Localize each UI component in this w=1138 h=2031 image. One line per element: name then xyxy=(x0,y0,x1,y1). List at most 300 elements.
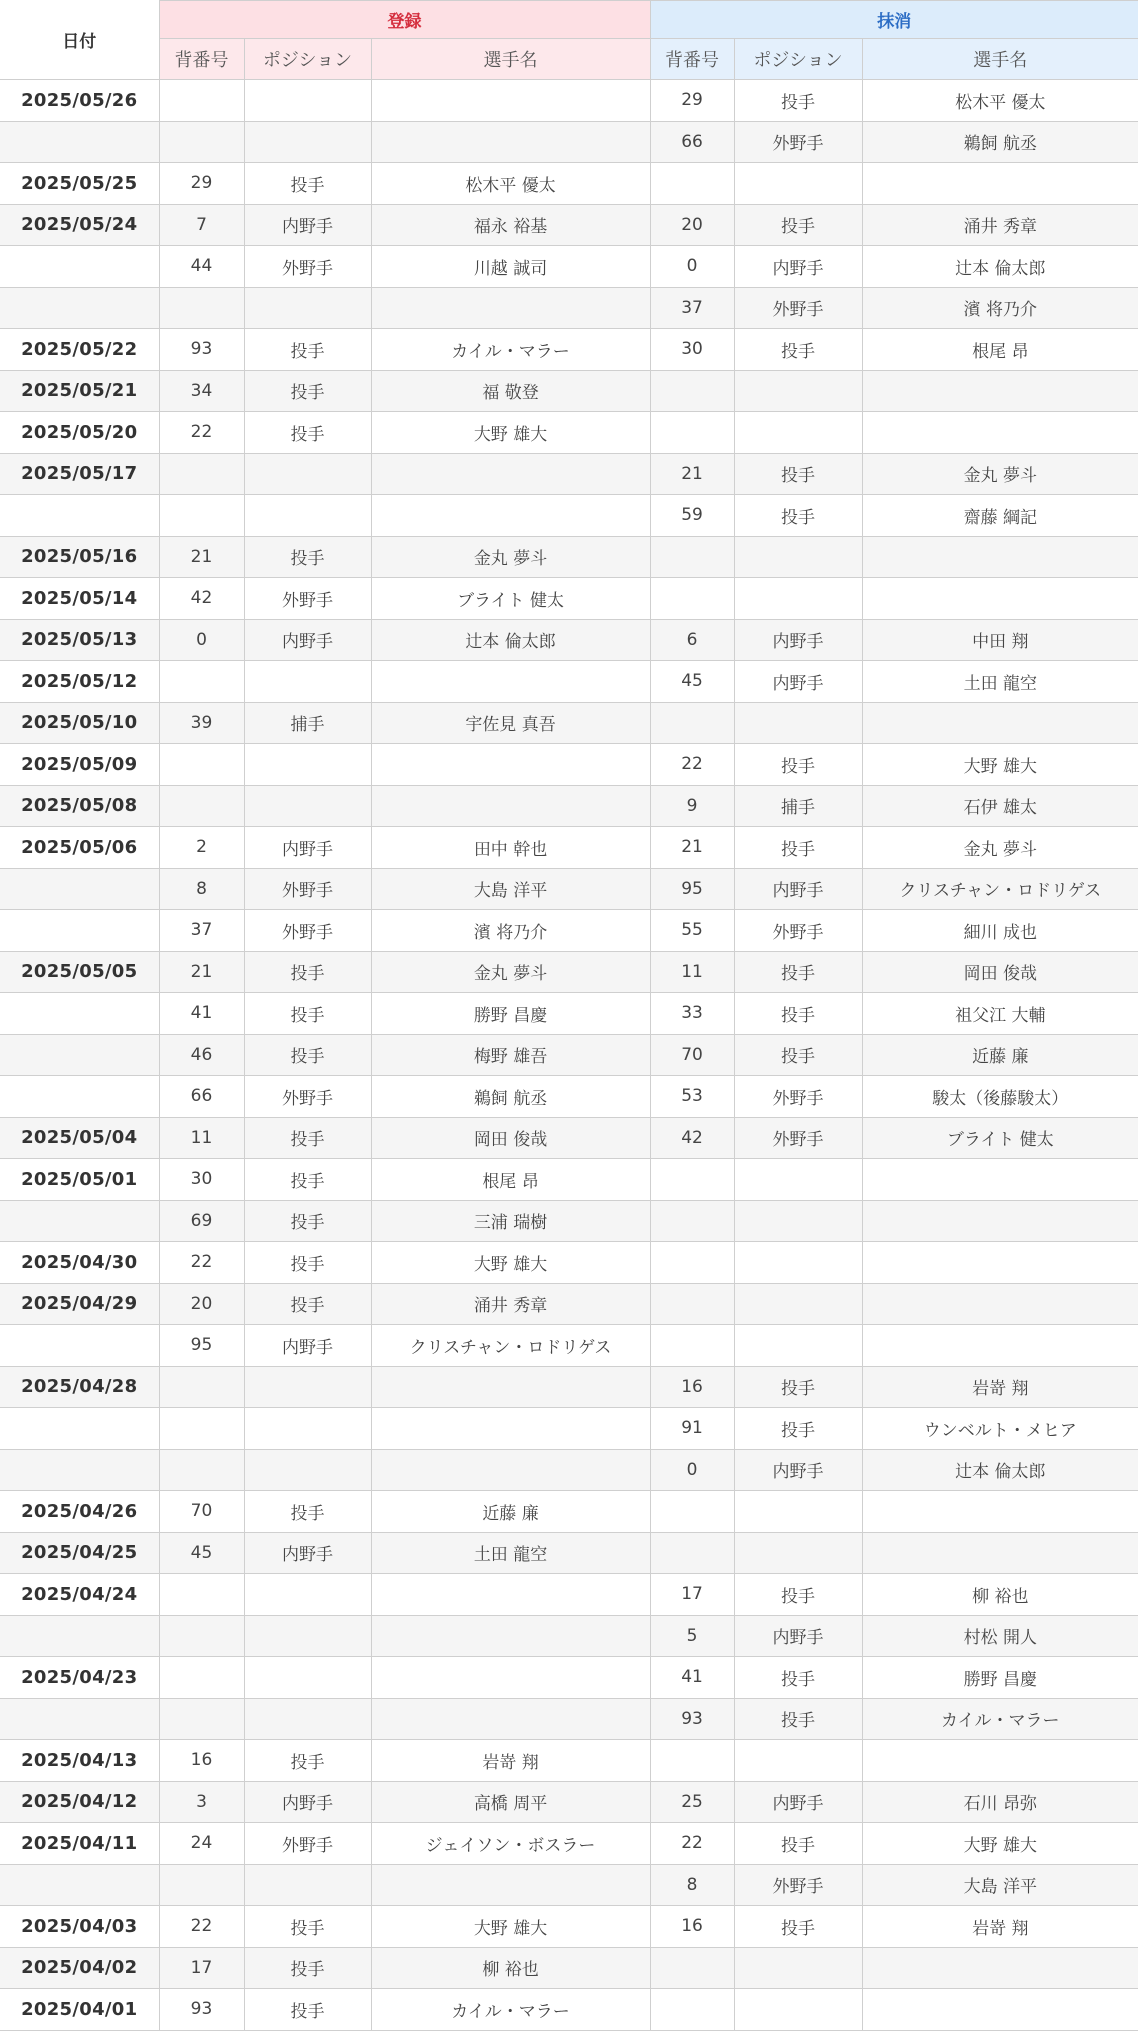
register-player-cell: 高橋 周平 xyxy=(371,1781,650,1823)
register-player-cell: 大野 雄大 xyxy=(371,412,650,454)
deregister-position-cell: 内野手 xyxy=(734,661,862,703)
deregister-player-cell: 辻本 倫太郎 xyxy=(862,1449,1138,1491)
register-player-cell xyxy=(371,121,650,163)
table-row xyxy=(0,1947,1138,1989)
table-row xyxy=(0,619,1138,661)
deregister-player-cell: 涌井 秀章 xyxy=(862,204,1138,246)
deregister-player-cell: 金丸 夢斗 xyxy=(862,453,1138,495)
deregister-position-cell xyxy=(734,1325,862,1367)
deregister-player-cell xyxy=(862,412,1138,454)
table-row xyxy=(0,453,1138,495)
deregister-player-cell: 石伊 雄太 xyxy=(862,785,1138,827)
deregister-number-cell xyxy=(650,1242,734,1284)
register-position-cell: 外野手 xyxy=(244,868,371,910)
date-cell xyxy=(0,1076,159,1118)
deregister-number-cell: 33 xyxy=(650,993,734,1035)
deregister-number-cell xyxy=(650,1325,734,1367)
register-player-cell: 根尾 昂 xyxy=(371,1159,650,1201)
date-cell: 2025/05/04 xyxy=(0,1117,159,1159)
deregister-number-cell: 25 xyxy=(650,1781,734,1823)
deregister-position-cell: 外野手 xyxy=(734,1117,862,1159)
register-position-cell xyxy=(244,744,371,786)
register-position-cell: 投手 xyxy=(244,412,371,454)
table-row xyxy=(0,1864,1138,1906)
date-cell: 2025/04/28 xyxy=(0,1366,159,1408)
deregister-number-cell: 45 xyxy=(650,661,734,703)
date-cell: 2025/04/13 xyxy=(0,1740,159,1782)
register-number-cell xyxy=(159,1449,244,1491)
deregister-player-cell: 勝野 昌慶 xyxy=(862,1657,1138,1699)
register-number-cell: 7 xyxy=(159,204,244,246)
date-cell: 2025/05/16 xyxy=(0,536,159,578)
table-row xyxy=(0,661,1138,703)
deregister-player-cell: 岩嵜 翔 xyxy=(862,1366,1138,1408)
deregister-number-cell: 66 xyxy=(650,121,734,163)
register-player-cell: 金丸 夢斗 xyxy=(371,951,650,993)
deregister-player-cell: 濱 将乃介 xyxy=(862,287,1138,329)
register-position-cell: 内野手 xyxy=(244,619,371,661)
register-position-cell: 投手 xyxy=(244,1200,371,1242)
deregister-number-cell xyxy=(650,702,734,744)
register-player-cell xyxy=(371,785,650,827)
deregister-number-cell xyxy=(650,1200,734,1242)
register-player-cell: ジェイソン・ボスラー xyxy=(371,1823,650,1865)
deregister-player-cell: 大野 雄大 xyxy=(862,1823,1138,1865)
deregister-position-cell xyxy=(734,702,862,744)
register-position-cell: 外野手 xyxy=(244,910,371,952)
deregister-player-cell xyxy=(862,1491,1138,1533)
register-number-cell xyxy=(159,1574,244,1616)
table-row xyxy=(0,1200,1138,1242)
register-number-cell: 16 xyxy=(159,1740,244,1782)
deregister-number-cell: 59 xyxy=(650,495,734,537)
date-cell xyxy=(0,287,159,329)
register-position-cell: 外野手 xyxy=(244,1076,371,1118)
register-number-cell: 30 xyxy=(159,1159,244,1201)
deregister-player-cell: 中田 翔 xyxy=(862,619,1138,661)
deregister-number-cell xyxy=(650,1532,734,1574)
deregister-player-cell: 村松 開人 xyxy=(862,1615,1138,1657)
date-cell: 2025/04/03 xyxy=(0,1906,159,1948)
deregister-player-cell xyxy=(862,1989,1138,2031)
deregister-number-cell: 55 xyxy=(650,910,734,952)
date-cell xyxy=(0,1408,159,1450)
table-row xyxy=(0,246,1138,288)
register-player-cell: 川越 誠司 xyxy=(371,246,650,288)
register-position-cell xyxy=(244,785,371,827)
deregister-player-cell xyxy=(862,370,1138,412)
register-number-cell xyxy=(159,1408,244,1450)
deregister-number-cell xyxy=(650,163,734,205)
table-row xyxy=(0,1242,1138,1284)
deregister-player-cell xyxy=(862,1283,1138,1325)
register-number-cell: 8 xyxy=(159,868,244,910)
table-row xyxy=(0,412,1138,454)
register-player-cell: 辻本 倫太郎 xyxy=(371,619,650,661)
register-position-cell: 内野手 xyxy=(244,1781,371,1823)
register-position-cell: 投手 xyxy=(244,1034,371,1076)
register-position-cell: 内野手 xyxy=(244,1532,371,1574)
register-number-cell: 22 xyxy=(159,1242,244,1284)
table-row xyxy=(0,1657,1138,1699)
register-player-cell: 宇佐見 真吾 xyxy=(371,702,650,744)
register-position-cell xyxy=(244,1615,371,1657)
register-position-cell xyxy=(244,1366,371,1408)
date-cell: 2025/05/05 xyxy=(0,951,159,993)
register-number-cell xyxy=(159,744,244,786)
deregister-number-cell: 11 xyxy=(650,951,734,993)
deregister-number-cell: 16 xyxy=(650,1906,734,1948)
register-position-cell: 外野手 xyxy=(244,246,371,288)
deregister-number-cell xyxy=(650,1283,734,1325)
deregister-number-cell xyxy=(650,536,734,578)
register-position-cell xyxy=(244,1408,371,1450)
register-player-cell: 大野 雄大 xyxy=(371,1242,650,1284)
register-number-cell xyxy=(159,453,244,495)
deregister-position-cell xyxy=(734,1491,862,1533)
deregister-player-cell: 近藤 廉 xyxy=(862,1034,1138,1076)
deregister-player-cell: 土田 龍空 xyxy=(862,661,1138,703)
table-row xyxy=(0,1449,1138,1491)
date-cell: 2025/05/25 xyxy=(0,163,159,205)
register-position-cell: 投手 xyxy=(244,1947,371,1989)
register-position-cell: 外野手 xyxy=(244,578,371,620)
register-player-cell: ブライト 健太 xyxy=(371,578,650,620)
table-row xyxy=(0,536,1138,578)
register-number-cell: 24 xyxy=(159,1823,244,1865)
deregister-position-cell: 投手 xyxy=(734,993,862,1035)
deregister-position-cell: 投手 xyxy=(734,1657,862,1699)
register-position-cell: 内野手 xyxy=(244,827,371,869)
deregister-number-cell: 42 xyxy=(650,1117,734,1159)
register-number-cell: 69 xyxy=(159,1200,244,1242)
deregister-position-cell xyxy=(734,163,862,205)
register-number-cell: 93 xyxy=(159,1989,244,2031)
deregister-position-cell: 投手 xyxy=(734,1366,862,1408)
register-number-cell xyxy=(159,121,244,163)
table-row xyxy=(0,1034,1138,1076)
register-number-cell: 46 xyxy=(159,1034,244,1076)
deregister-position-cell: 投手 xyxy=(734,1574,862,1616)
deregister-player-cell xyxy=(862,536,1138,578)
register-position-cell: 投手 xyxy=(244,951,371,993)
table-row xyxy=(0,1283,1138,1325)
table-row xyxy=(0,785,1138,827)
date-cell: 2025/05/17 xyxy=(0,453,159,495)
deregister-position-cell xyxy=(734,1283,862,1325)
register-position-cell xyxy=(244,1864,371,1906)
register-player-header: 選手名 xyxy=(371,39,650,80)
deregister-position-cell: 捕手 xyxy=(734,785,862,827)
register-player-cell: 大島 洋平 xyxy=(371,868,650,910)
register-position-cell: 投手 xyxy=(244,1740,371,1782)
deregister-position-header: ポジション xyxy=(734,39,862,80)
register-player-cell: 金丸 夢斗 xyxy=(371,536,650,578)
date-cell: 2025/05/13 xyxy=(0,619,159,661)
date-cell: 2025/05/24 xyxy=(0,204,159,246)
register-position-cell: 投手 xyxy=(244,1242,371,1284)
register-number-cell: 0 xyxy=(159,619,244,661)
deregister-number-cell xyxy=(650,1989,734,2031)
register-player-cell: 三浦 瑞樹 xyxy=(371,1200,650,1242)
deregister-player-cell xyxy=(862,1200,1138,1242)
register-player-cell: 岩嵜 翔 xyxy=(371,1740,650,1782)
deregister-position-cell: 投手 xyxy=(734,80,862,122)
deregister-player-cell xyxy=(862,163,1138,205)
deregister-number-cell xyxy=(650,1947,734,1989)
deregister-player-cell: クリスチャン・ロドリゲス xyxy=(862,868,1138,910)
register-player-cell xyxy=(371,1657,650,1699)
deregister-player-cell: 齋藤 綱記 xyxy=(862,495,1138,537)
table-row xyxy=(0,1408,1138,1450)
register-number-cell: 21 xyxy=(159,951,244,993)
date-cell: 2025/04/01 xyxy=(0,1989,159,2031)
deregister-number-cell: 30 xyxy=(650,329,734,371)
date-cell: 2025/05/22 xyxy=(0,329,159,371)
deregister-player-cell: 石川 昂弥 xyxy=(862,1781,1138,1823)
date-cell: 2025/05/12 xyxy=(0,661,159,703)
deregister-number-cell: 53 xyxy=(650,1076,734,1118)
table-row xyxy=(0,204,1138,246)
date-cell: 2025/04/11 xyxy=(0,1823,159,1865)
register-position-cell: 捕手 xyxy=(244,702,371,744)
deregister-number-cell: 5 xyxy=(650,1615,734,1657)
register-player-cell: クリスチャン・ロドリゲス xyxy=(371,1325,650,1367)
deregister-player-cell: 辻本 倫太郎 xyxy=(862,246,1138,288)
table-row xyxy=(0,1698,1138,1740)
table-row xyxy=(0,827,1138,869)
register-position-cell: 投手 xyxy=(244,163,371,205)
register-number-cell xyxy=(159,1698,244,1740)
deregister-position-cell: 投手 xyxy=(734,1698,862,1740)
table-row xyxy=(0,1740,1138,1782)
register-player-cell: 大野 雄大 xyxy=(371,1906,650,1948)
table-row xyxy=(0,287,1138,329)
register-number-cell: 11 xyxy=(159,1117,244,1159)
deregister-position-cell xyxy=(734,1159,862,1201)
deregister-player-cell xyxy=(862,1947,1138,1989)
register-player-cell xyxy=(371,1449,650,1491)
register-player-cell: 濱 将乃介 xyxy=(371,910,650,952)
register-number-cell: 39 xyxy=(159,702,244,744)
date-cell xyxy=(0,1449,159,1491)
deregister-number-cell: 6 xyxy=(650,619,734,661)
table-row xyxy=(0,1823,1138,1865)
date-cell xyxy=(0,1325,159,1367)
deregister-position-cell: 投手 xyxy=(734,204,862,246)
deregister-position-cell: 内野手 xyxy=(734,1615,862,1657)
register-number-cell: 34 xyxy=(159,370,244,412)
deregister-number-cell: 17 xyxy=(650,1574,734,1616)
deregister-player-cell xyxy=(862,1740,1138,1782)
date-cell: 2025/05/06 xyxy=(0,827,159,869)
deregister-position-cell: 投手 xyxy=(734,951,862,993)
deregister-number-cell: 20 xyxy=(650,204,734,246)
register-position-cell: 投手 xyxy=(244,1159,371,1201)
deregister-position-cell: 内野手 xyxy=(734,619,862,661)
deregister-number-cell: 0 xyxy=(650,246,734,288)
date-cell: 2025/04/30 xyxy=(0,1242,159,1284)
register-player-cell xyxy=(371,1574,650,1616)
deregister-number-cell: 21 xyxy=(650,453,734,495)
deregister-number-cell xyxy=(650,1491,734,1533)
deregister-player-cell xyxy=(862,1532,1138,1574)
register-number-cell xyxy=(159,495,244,537)
deregister-player-cell: 鵜飼 航丞 xyxy=(862,121,1138,163)
register-player-cell xyxy=(371,744,650,786)
register-number-cell: 21 xyxy=(159,536,244,578)
register-position-cell xyxy=(244,121,371,163)
deregister-position-cell: 外野手 xyxy=(734,1864,862,1906)
date-column-header: 日付 xyxy=(0,1,159,80)
register-player-cell: 岡田 俊哉 xyxy=(371,1117,650,1159)
deregister-position-cell: 外野手 xyxy=(734,910,862,952)
deregister-position-cell xyxy=(734,1740,862,1782)
register-number-cell xyxy=(159,1864,244,1906)
date-cell: 2025/05/14 xyxy=(0,578,159,620)
register-number-cell xyxy=(159,1615,244,1657)
deregister-player-cell: 大島 洋平 xyxy=(862,1864,1138,1906)
date-cell: 2025/04/29 xyxy=(0,1283,159,1325)
deregister-position-cell xyxy=(734,412,862,454)
date-cell: 2025/05/20 xyxy=(0,412,159,454)
table-row xyxy=(0,1906,1138,1948)
table-row xyxy=(0,702,1138,744)
deregister-number-cell: 41 xyxy=(650,1657,734,1699)
deregister-number-cell xyxy=(650,412,734,454)
table-row xyxy=(0,370,1138,412)
deregister-position-cell xyxy=(734,1989,862,2031)
deregister-position-cell: 投手 xyxy=(734,1408,862,1450)
deregister-position-cell: 投手 xyxy=(734,1823,862,1865)
deregister-player-cell: 大野 雄大 xyxy=(862,744,1138,786)
deregister-player-cell: 岡田 俊哉 xyxy=(862,951,1138,993)
table-row xyxy=(0,1989,1138,2031)
register-position-cell: 投手 xyxy=(244,1491,371,1533)
register-player-cell xyxy=(371,1408,650,1450)
deregister-position-cell xyxy=(734,578,862,620)
register-number-cell xyxy=(159,1657,244,1699)
deregister-position-cell: 外野手 xyxy=(734,1076,862,1118)
deregister-player-cell: 松木平 優太 xyxy=(862,80,1138,122)
deregister-player-cell: 岩嵜 翔 xyxy=(862,1906,1138,1948)
deregister-position-cell: 投手 xyxy=(734,329,862,371)
register-position-cell: 投手 xyxy=(244,1989,371,2031)
table-row xyxy=(0,578,1138,620)
deregister-player-cell: 駿太（後藤駿太） xyxy=(862,1076,1138,1118)
date-cell: 2025/05/09 xyxy=(0,744,159,786)
register-player-cell xyxy=(371,1366,650,1408)
deregister-player-cell: 金丸 夢斗 xyxy=(862,827,1138,869)
table-row xyxy=(0,993,1138,1035)
register-group-header: 登録 xyxy=(159,1,650,39)
date-cell: 2025/04/02 xyxy=(0,1947,159,1989)
deregister-player-cell: カイル・マラー xyxy=(862,1698,1138,1740)
register-player-cell: 福永 裕基 xyxy=(371,204,650,246)
register-player-cell: 柳 裕也 xyxy=(371,1947,650,1989)
register-player-cell xyxy=(371,80,650,122)
register-number-cell: 22 xyxy=(159,412,244,454)
table-row xyxy=(0,910,1138,952)
register-player-cell xyxy=(371,1615,650,1657)
deregister-position-cell: 投手 xyxy=(734,744,862,786)
deregister-player-cell xyxy=(862,1242,1138,1284)
deregister-player-cell xyxy=(862,702,1138,744)
deregister-number-cell: 21 xyxy=(650,827,734,869)
register-position-cell xyxy=(244,1657,371,1699)
deregister-position-cell: 内野手 xyxy=(734,868,862,910)
register-number-cell: 17 xyxy=(159,1947,244,1989)
deregister-player-cell xyxy=(862,1325,1138,1367)
register-player-cell: 勝野 昌慶 xyxy=(371,993,650,1035)
register-player-cell: 梅野 雄吾 xyxy=(371,1034,650,1076)
date-cell: 2025/05/10 xyxy=(0,702,159,744)
register-player-cell: カイル・マラー xyxy=(371,329,650,371)
deregister-number-cell: 0 xyxy=(650,1449,734,1491)
register-player-cell: カイル・マラー xyxy=(371,1989,650,2031)
date-cell: 2025/04/26 xyxy=(0,1491,159,1533)
register-number-cell xyxy=(159,1366,244,1408)
table-body xyxy=(0,80,1138,2031)
register-player-cell xyxy=(371,453,650,495)
date-cell xyxy=(0,910,159,952)
register-number-cell: 95 xyxy=(159,1325,244,1367)
date-cell xyxy=(0,121,159,163)
register-position-cell xyxy=(244,1698,371,1740)
register-position-cell xyxy=(244,661,371,703)
table-row xyxy=(0,1574,1138,1616)
deregister-number-cell: 70 xyxy=(650,1034,734,1076)
table-row xyxy=(0,121,1138,163)
register-number-cell: 70 xyxy=(159,1491,244,1533)
deregister-player-cell xyxy=(862,1159,1138,1201)
deregister-position-cell xyxy=(734,536,862,578)
deregister-number-cell xyxy=(650,1740,734,1782)
register-number-cell: 41 xyxy=(159,993,244,1035)
date-cell: 2025/04/23 xyxy=(0,1657,159,1699)
table-row xyxy=(0,1532,1138,1574)
date-cell: 2025/04/25 xyxy=(0,1532,159,1574)
register-position-cell: 投手 xyxy=(244,329,371,371)
register-position-cell: 投手 xyxy=(244,536,371,578)
deregister-number-cell: 93 xyxy=(650,1698,734,1740)
table-row xyxy=(0,1366,1138,1408)
date-cell xyxy=(0,1034,159,1076)
register-position-cell: 外野手 xyxy=(244,1823,371,1865)
table-row xyxy=(0,329,1138,371)
register-position-cell xyxy=(244,287,371,329)
deregister-number-cell: 16 xyxy=(650,1366,734,1408)
deregister-position-cell: 投手 xyxy=(734,827,862,869)
deregister-player-cell: ブライト 健太 xyxy=(862,1117,1138,1159)
table-row xyxy=(0,1076,1138,1118)
deregister-player-cell: 細川 成也 xyxy=(862,910,1138,952)
register-player-cell: 松木平 優太 xyxy=(371,163,650,205)
register-position-cell xyxy=(244,495,371,537)
register-position-cell xyxy=(244,453,371,495)
date-cell xyxy=(0,1200,159,1242)
table-row xyxy=(0,495,1138,537)
table-row xyxy=(0,1159,1138,1201)
register-player-cell: 近藤 廉 xyxy=(371,1491,650,1533)
register-player-cell: 土田 龍空 xyxy=(371,1532,650,1574)
deregister-position-cell: 外野手 xyxy=(734,121,862,163)
deregister-number-cell: 91 xyxy=(650,1408,734,1450)
register-number-cell xyxy=(159,287,244,329)
register-player-cell xyxy=(371,1698,650,1740)
register-number-cell: 3 xyxy=(159,1781,244,1823)
register-number-cell: 29 xyxy=(159,163,244,205)
